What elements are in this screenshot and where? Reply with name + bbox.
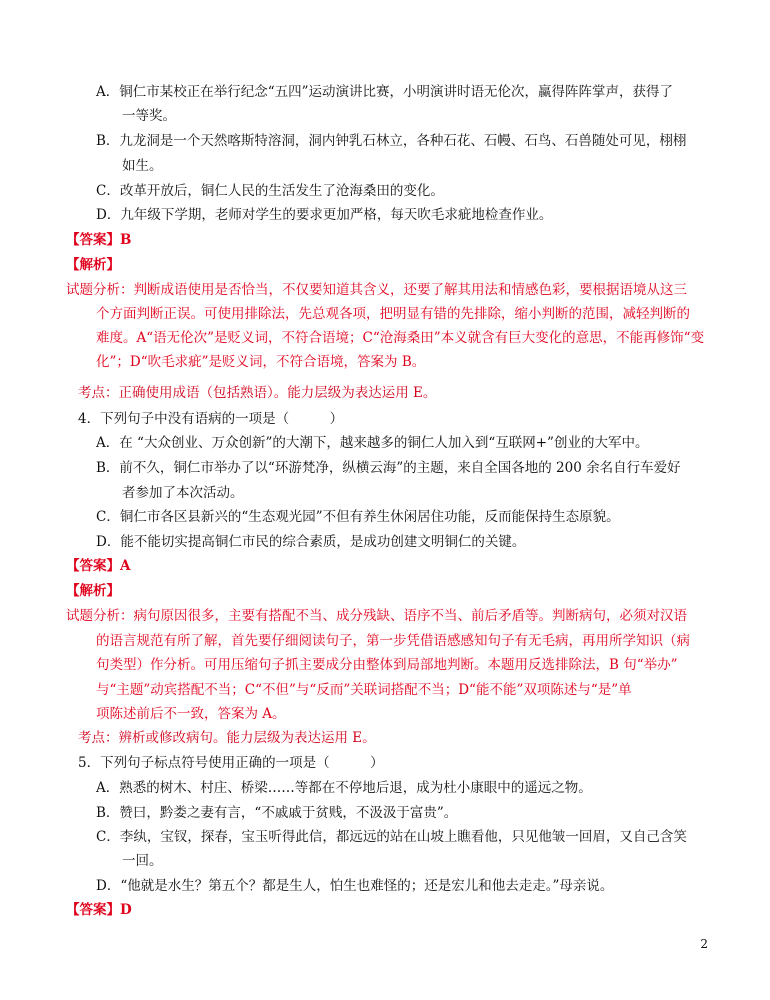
q3-option-d: D．九年级下学期，老师对学生的要求更加严格，每天吹毛求疵地检查作业。: [96, 207, 553, 223]
q3-option-a: A．铜仁市某校正在举行纪念“五四”运动演讲比赛，小明演讲时语无伦次，赢得阵阵掌声，获得了: [96, 84, 674, 100]
q4-kaodian: 考点：辨析或修改病句。能力层级为表达运用 E。: [78, 730, 376, 746]
q3-analysis-line: 个方面判断正误。可使用排除法，先总观各项，把明显有错的先排除，缩小判断的范围，减轻判断的: [96, 306, 690, 322]
q4-analysis-line: 与“主题”动宾搭配不当；C“不但”与“反而”关联词搭配不当；D“能不能”双项陈述与“是”单: [96, 682, 632, 698]
q3-option-a-continued: 一等奖。: [122, 108, 176, 124]
q4-option-b-continued: 者参加了本次活动。: [122, 485, 244, 501]
q4-option-a: A．在 “大众创业、万众创新”的大潮下，越来越多的铜仁人加入到“互联网+”创业的大军中。: [96, 435, 649, 451]
q3-analysis-line: 化”；D“吹毛求疵”是贬义词，不符合语境，答案为 B。: [96, 354, 426, 370]
q4-stem: 4．下列句子中没有语病的一项是（ ）: [78, 411, 344, 427]
q4-answer: 【答案】A: [66, 558, 131, 574]
q3-option-c: C．改革开放后，铜仁人民的生活发生了沧海桑田的变化。: [96, 183, 444, 199]
q5-option-b: B．赞曰，黔娄之妻有言，“不戚戚于贫贱，不汲汲于富贵”。: [96, 805, 458, 821]
q4-analysis-heading: 【解析】: [66, 583, 120, 599]
q3-analysis-line: 试题分析：判断成语使用是否恰当，不仅要知道其含义，还要了解其用法和情感色彩，要根据语境从这三: [66, 282, 687, 298]
q3-kaodian: 考点：正确使用成语（包括熟语）。能力层级为表达运用 E。: [78, 385, 437, 401]
q3-answer: 【答案】B: [66, 232, 132, 248]
q5-option-a: A．熟悉的树木、村庄、桥梁……等都在不停地后退，成为杜小康眼中的遥远之物。: [96, 780, 592, 796]
q4-analysis-line: 句类型）作分析。可用压缩句子抓主要成分由整体到局部地判断。本题用反选排除法，B 句“举办”: [96, 657, 678, 673]
q4-option-d: D．能不能切实提高铜仁市民的综合素质，是成功创建文明铜仁的关键。: [96, 534, 526, 550]
q3-analysis-heading: 【解析】: [66, 257, 120, 273]
q4-option-b: B．前不久，铜仁市举办了以“环游梵净，纵横云海”的主题，来自全国各地的 200 余名自行车爱好: [96, 460, 681, 476]
page-number: 2: [700, 937, 708, 951]
q4-analysis-line: 试题分析：病句原因很多，主要有搭配不当、成分残缺、语序不当、前后矛盾等。判断病句，必须对汉语: [66, 608, 687, 624]
q3-option-b-continued: 如生。: [122, 158, 163, 174]
q5-answer: 【答案】D: [66, 902, 132, 918]
q4-analysis-line: 项陈述前后不一致，答案为 A。: [96, 706, 286, 722]
q3-option-b: B．九龙洞是一个天然喀斯特溶洞，洞内钟乳石林立，各种石花、石幔、石鸟、石兽随处可见，栩栩: [96, 133, 687, 149]
q4-analysis-line: 的语言规范有所了解，首先要仔细阅读句子，第一步凭借语感感知句子有无毛病，再用所学知识（病: [96, 633, 690, 649]
q5-option-d: D．“他就是水生？第五个？都是生人，怕生也难怪的；还是宏儿和他去走走。”母亲说。: [96, 878, 614, 894]
q5-option-c: C．李纨，宝钗，探春，宝玉听得此信，都远远的站在山坡上瞧看他，只见他皱一回眉，又自己含笑: [96, 829, 687, 845]
q5-option-c-continued: 一回。: [122, 853, 163, 869]
q3-analysis-line: 难度。A“语无伦次”是贬义词，不符合语境；C“沧海桑田”本义就含有巨大变化的意思，不能再修饰“变: [96, 330, 705, 346]
q5-stem: 5．下列句子标点符号使用正确的一项是（ ）: [78, 755, 384, 771]
q4-option-c: C．铜仁市各区县新兴的“生态观光园”不但有养生休闲居住功能，反而能保持生态原貌。: [96, 509, 620, 525]
